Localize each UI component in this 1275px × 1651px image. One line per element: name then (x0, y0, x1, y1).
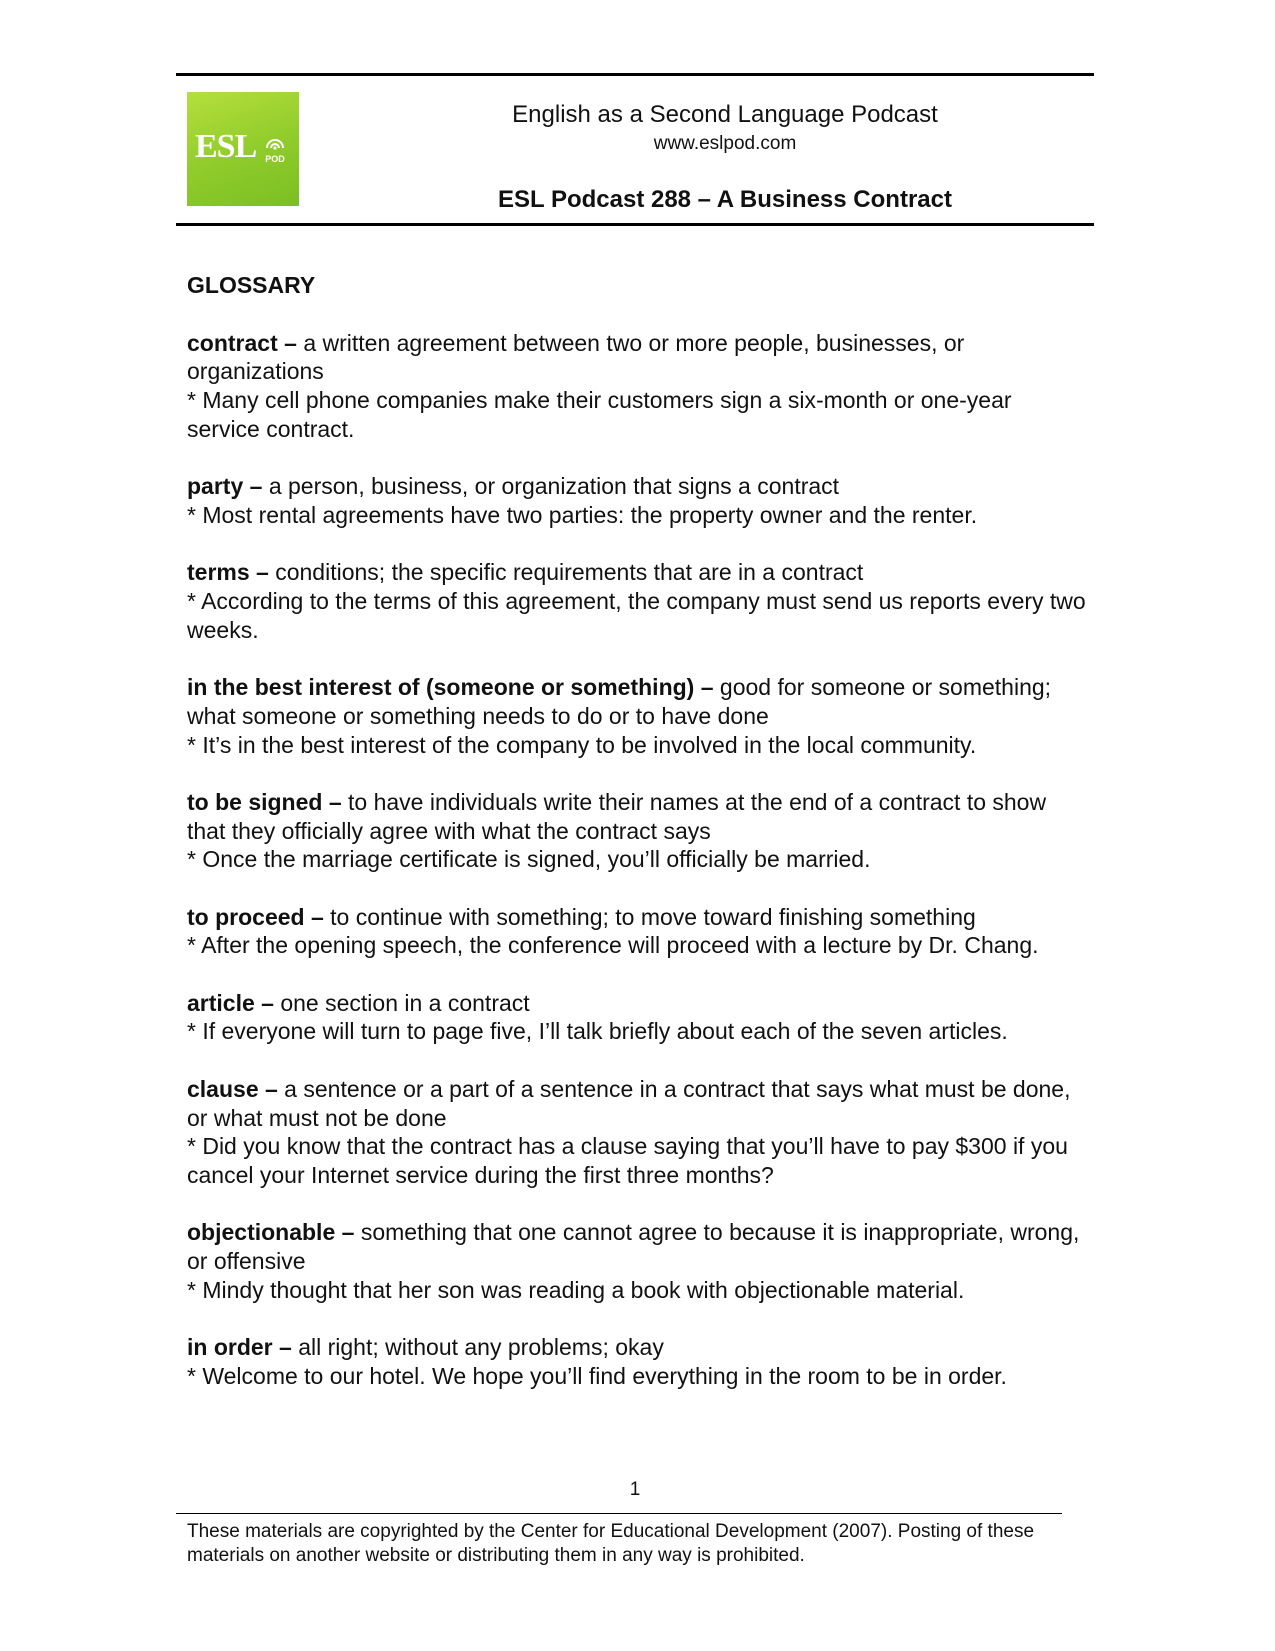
glossary-term: party – (187, 473, 263, 500)
page-number: 1 (629, 1479, 641, 1500)
glossary-example: * If everyone will turn to page five, I’ll talk briefly about each of the seven articles. (187, 1018, 1008, 1045)
glossary-term: clause – (187, 1075, 278, 1102)
glossary-definition: a written agreement between two or more people, businesses, or organizations (187, 329, 965, 385)
glossary-example: * Once the marriage certificate is signed, you’ll officially be married. (187, 846, 871, 873)
glossary-definition: all right; without any problems; okay (291, 1334, 664, 1361)
glossary-entry (187, 472, 1087, 529)
header-bottom-rule (176, 223, 1094, 226)
glossary-term: to be signed – (187, 788, 342, 815)
glossary-entry (187, 788, 1087, 874)
glossary-term: terms – (187, 559, 269, 586)
glossary-example: * Mindy thought that her son was reading a book with objectionable material. (187, 1276, 965, 1303)
glossary-entry (187, 989, 1087, 1046)
logo-text: ESL (195, 128, 257, 165)
glossary-example: * According to the terms of this agreement, the company must send us reports every two weeks. (187, 588, 1086, 643)
glossary-entry (187, 1218, 1087, 1304)
glossary-entry (187, 1333, 1087, 1390)
glossary-term: article – (187, 989, 274, 1016)
glossary-definition: conditions; the specific requirements that are in a contract (268, 559, 864, 586)
glossary-example: * Welcome to our hotel. We hope you’ll find everything in the room to be in order. (187, 1362, 1007, 1389)
site-url: www.eslpod.com (653, 133, 797, 154)
glossary-term: objectionable – (187, 1219, 355, 1246)
glossary-entry (187, 558, 1087, 644)
glossary-definition: something that one cannot agree to because it is inappropriate, wrong, or offensive (187, 1219, 1080, 1275)
site-title: English as a Second Language Podcast (512, 101, 938, 128)
copyright-notice: These materials are copyrighted by the Center for Educational Development (2007). Posting of these materials on another website or distributing them in any way is prohibited. (187, 1521, 1035, 1566)
glossary-definition: a person, business, or organization that signs a contract (262, 473, 840, 500)
glossary-term: in order – (187, 1334, 292, 1361)
glossary-heading: GLOSSARY (187, 272, 316, 298)
footer-rule (176, 1513, 1062, 1514)
glossary-entry (187, 1075, 1087, 1190)
glossary-definition: good for someone or something; what someone or something needs to do or to have done (187, 674, 1052, 729)
glossary-section (187, 271, 1087, 1419)
glossary-example: * Did you know that the contract has a clause saying that you’ll have to pay $300 if you cancel your Internet service during the first three months? (187, 1133, 1068, 1188)
glossary-term: to proceed – (187, 903, 324, 930)
podcast-signal-icon (263, 134, 287, 166)
glossary-definition: to continue with something; to move toward finishing something (323, 903, 976, 930)
glossary-definition: a sentence or a part of a sentence in a contract that says what must be done, or what must not be done (187, 1075, 1071, 1131)
glossary-example: * Many cell phone companies make their customers sign a six-month or one-year service contract. (187, 387, 1012, 442)
glossary-entry (187, 903, 1087, 960)
glossary-example: * After the opening speech, the conference will proceed with a lecture by Dr. Chang. (187, 932, 1039, 959)
logo-badge: POD (265, 154, 285, 164)
glossary-term: contract – (187, 329, 297, 356)
episode-title: ESL Podcast 288 – A Business Contract (498, 186, 952, 213)
eslpod-logo (187, 92, 299, 206)
glossary-definition: to have individuals write their names at the end of a contract to show that they officially agree with what the contract says (187, 788, 1047, 844)
glossary-entry (187, 329, 1087, 444)
glossary-entry (187, 673, 1087, 759)
glossary-example: * It’s in the best interest of the company to be involved in the local community. (187, 731, 977, 758)
glossary-term: in the best interest of (someone or something) – (187, 674, 714, 701)
glossary-definition: one section in a contract (273, 989, 530, 1016)
glossary-example: * Most rental agreements have two parties: the property owner and the renter. (187, 501, 978, 528)
header-top-rule (176, 73, 1094, 76)
